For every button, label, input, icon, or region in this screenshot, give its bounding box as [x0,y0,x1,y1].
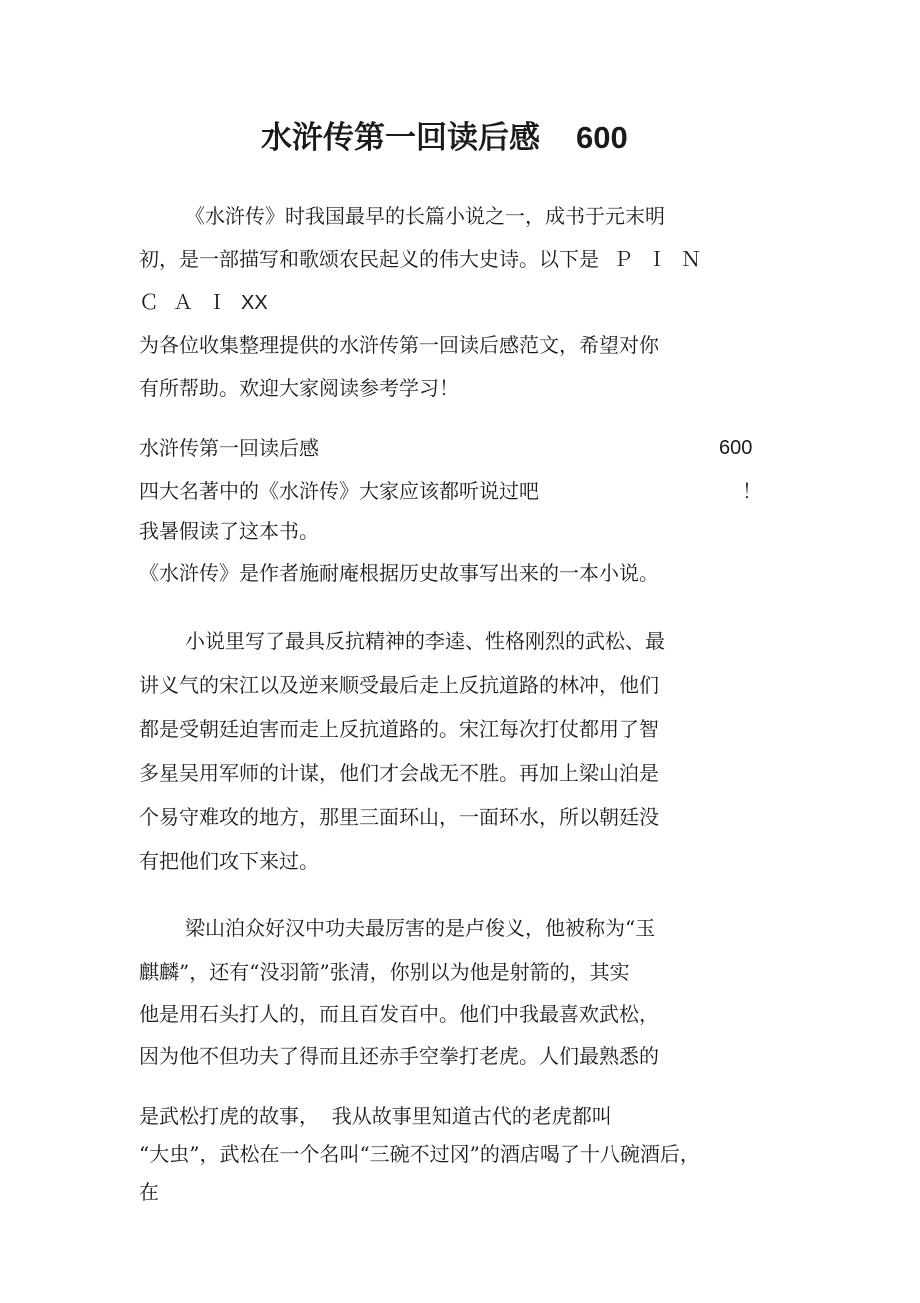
intro-line-3 [139,292,268,313]
body-line-s1b: ！ [742,479,762,503]
para4-line-1: 是武松打虎的故事， 我从故事里知道古代的老虎都叫 [139,1104,612,1128]
para2-line-2: 讲义气的宋江以及逆来顺受最后走上反抗道路的林冲，他们 [139,673,659,697]
para2-line-4: 多星吴用军师的计谋，他们才会战无不胜。再加上梁山泊是 [139,761,659,785]
body-line-s1a: 四大名著中的《水浒传》大家应该都听说过吧 [139,479,539,503]
para4-line-3: 在 [139,1180,159,1204]
intro-line-3-xx: XX [241,292,268,314]
intro-line-4: 为各位收集整理提供的水浒传第一回读后感范文，希望对你 [139,333,659,357]
para3-line-1: 梁山泊众好汉中功夫最厉害的是卢俊义，他被称为“玉 [185,916,656,940]
para3-line-2: 麒麟”，还有“没羽箭”张清，你别以为他是射箭的，其实 [139,960,630,984]
para3-line-4: 因为他不但功夫了得而且还赤手空拳打老虎。人们最熟悉的 [139,1044,659,1068]
para2-line-5: 个易守难攻的地方，那里三面环山，一面环水，所以朝廷没 [139,805,659,829]
page-title [261,122,628,154]
intro-line-3-latin: ＣＡＩ [139,290,241,314]
intro-line-2-latin: ＰＩＮ [613,247,715,271]
intro-line-2-text: 初，是一部描写和歌颂农民起义的伟大史诗。以下是 [139,247,599,271]
para2-line-1: 小说里写了最具反抗精神的李逵、性格刚烈的武松、最 [185,629,665,653]
title-number: 600 [576,120,628,155]
body-line-s2: 我暑假读了这本书。 [139,519,319,543]
para2-line-3: 都是受朝廷迫害而走上反抗道路的。宋江每次打仗都用了智 [139,717,659,741]
intro-line-5: 有所帮助。欢迎大家阅读参考学习！ [139,376,459,400]
body-line-s3: 《水浒传》是作者施耐庵根据历史故事写出来的一本小说。 [139,561,659,585]
title-text: 水浒传第一回读后感 [261,120,540,156]
para3-line-3: 他是用石头打人的，而且百发百中。他们中我最喜欢武松， [139,1002,659,1026]
intro-line-1: 《水浒传》时我国最早的长篇小说之一，成书于元末明 [185,204,665,228]
subheading-text: 水浒传第一回读后感 [139,436,319,460]
subheading-number: 600 [719,437,753,459]
para2-line-6: 有把他们攻下来过。 [139,849,319,873]
para4-line-2: “大虫”，武松在一个名叫“三碗不过冈”的酒店喝了十八碗酒后， [139,1142,700,1166]
intro-line-2 [139,249,715,269]
